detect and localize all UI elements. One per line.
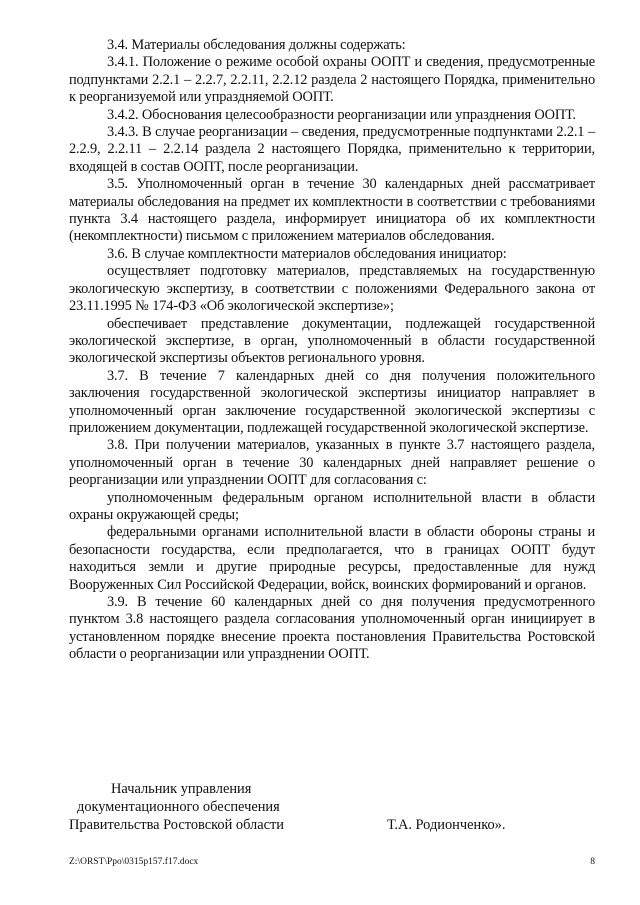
paragraph-3-6-item-2: обеспечивает представление документации, подлежащей государственной экологической экспертизе, в орган, уполномоченный в области государственной экологической экспертизы объектов регионального уровня. (69, 315, 595, 367)
document-body (69, 37, 595, 664)
paragraph-3-8: 3.8. При получении материалов, указанных в пункте 3.7 настоящего раздела, уполномоченный орган в течение 30 календарных дней направляет решение о реорганизации или упразднении ООПТ для согласования с: (69, 437, 595, 489)
paragraph-3-6: 3.6. В случае комплектности материалов обследования инициатор: (107, 245, 507, 262)
paragraph-3-8-item-1: уполномоченным федеральным органом исполнительной власти в области охраны окружающей среды; (69, 489, 595, 523)
paragraph-3-4: 3.4. Материалы обследования должны содержать: (107, 37, 406, 53)
paragraph-3-6-item-1: осуществляет подготовку материалов, представляемых на государственную экологическую экспертизу, в соответствии с положениями Федерального закона от 23.11.1995 № 174-ФЗ «Об экологической экспертизе»; (69, 263, 595, 315)
paragraph-3-4-3: 3.4.3. В случае реорганизации – сведения, предусмотренные подпунктами 2.2.1 – 2.2.9, 2.2.11 – 2.2.14 раздела 2 настоящего Порядка, применительно к территории, входящей в состав ООПТ, после реорганизации. (69, 124, 595, 175)
paragraph-3-4-1: 3.4.1. Положение о режиме особой охраны ООПТ и сведения, предусмотренные подпунктами 2.2.1 – 2.2.7, 2.2.11, 2.2.12 раздела 2 настоящего Порядка, применительно к реорганизуемой или упраздняемой ООПТ. (69, 54, 595, 106)
paragraph-3-7: 3.7. В течение 7 календарных дней со дня получения положительного заключения государственной экологической экспертизы инициатор направляет в уполномоченный орган заключение государственной экологической экспертизы с приложением документации, подлежащей государственной экологической экспертизе. (69, 367, 595, 436)
paragraph-3-4-2: 3.4.2. Обоснования целесообразности реорганизации или упразднения ООПТ. (107, 106, 576, 123)
signature-title-line-2: документационного обеспечения (77, 799, 280, 815)
signature-title-line-3: Правительства Ростовской области (69, 817, 284, 833)
signatory-name: Т.А. Родионченко». (387, 817, 506, 833)
paragraph-3-8-item-2: федеральными органами исполнительной власти в области обороны страны и безопасности государства, если предполагается, что в границах ООПТ будут находиться земли и другие природные ресурсы, предоставленные для нужд Вооруженных Сил Российской Федерации, войск, воинских формирований и органов. (69, 524, 595, 593)
paragraph-3-9: 3.9. В течение 60 календарных дней со дня получения предусмотренного пунктом 3.8 настоящего раздела согласования уполномоченный орган инициирует в установленном порядке внесение проекта постановления Правительства Ростовской области о реорганизации или упразднении ООПТ. (69, 594, 595, 663)
paragraph-3-5: 3.5. Уполномоченный орган в течение 30 календарных дней рассматривает материалы обследования на предмет их комплектности в соответствии с требованиями пункта 3.4 настоящего раздела, информирует инициатора об их комплектности (некомплектности) письмом с приложением материалов обследования. (69, 176, 595, 245)
footer-file-path: Z:\ORST\Ppo\0315p157.f17.docx (69, 857, 199, 867)
signature-title-line-1: Начальник управления (111, 781, 252, 797)
page-number: 8 (590, 857, 595, 867)
